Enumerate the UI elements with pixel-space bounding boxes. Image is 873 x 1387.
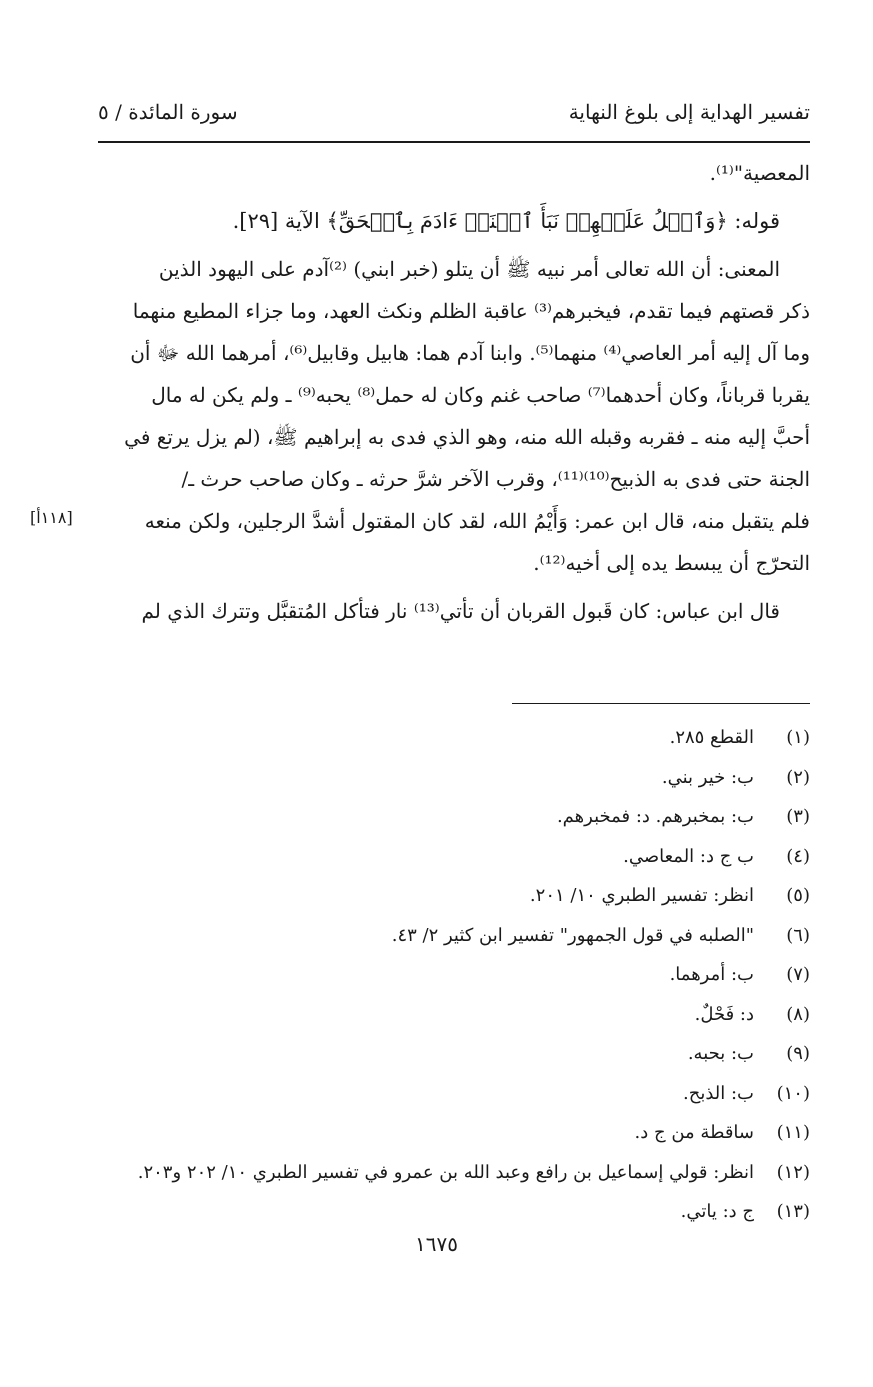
footnote [98,837,810,877]
quran-verse-line: قوله: ﴿وَٱتۡلُ عَلَيۡهِمۡ نَبَأَ ٱبۡنَيۡ ءَادَمَ بِٱلۡحَقِّ﴾ الآية [٢٩]. [232,209,780,233]
footnote-number: (٥) [786,885,810,907]
footnote-text: ب ج د: المعاصي. [623,845,754,867]
footnote-number: (١١) [776,1122,810,1144]
footnote [98,1034,810,1074]
text-line: قال ابن عباس: كان قَبول القربان أن تأتي⁽¹³⁾ نار فتأكل المُتقبَّل وتترك الذي لم [141,599,780,623]
footnote-number: (١٣) [776,1201,810,1223]
footnote [98,718,810,758]
footnote-text: انظر: تفسير الطبري ١٠/ ٢٠١. [529,885,754,907]
page-number: ١٦٧٥ [415,1232,458,1256]
text-line: فلم يتقبل منه، قال ابن عمر: وَأَيْمُ الله، لقد كان المقتول أشدَّ الرجلين، ولكن منعه [144,509,810,533]
footnote-text: ب: خير بني. [661,766,754,788]
footnote [98,955,810,995]
footnote-number: (٤) [786,845,810,867]
book-title: تفسير الهداية إلى بلوغ النهاية [568,100,810,124]
footnote [98,995,810,1035]
footnote [98,1074,810,1114]
footnote-number: (١٠) [776,1082,810,1104]
text-line: الجنة حتى فدى به الذبيح⁽¹⁰⁾⁽¹¹⁾، وقرب الآخر شرَّ حرثه ـ وكان صاحب حرث ـ/ [181,467,810,491]
footnote-number: (٢) [786,766,810,788]
footnote-text: "الصلبه في قول الجمهور" تفسير ابن كثير ٢/ ٤٣. [391,924,754,946]
footnote-text: ساقطة من ج د. [634,1122,754,1144]
running-header [98,92,810,132]
footnote [98,1153,810,1193]
text-line: أحبَّ إليه منه ـ فقربه وقبله الله منه، وهو الذي فدى به إبراهيم ﷺ، (لم يزل يرتع في [124,425,810,449]
footnote-number: (٨) [786,1003,810,1025]
text-line: المعصية"⁽¹⁾. [709,161,810,185]
footnote [98,1113,810,1153]
footnote-text: ب: الذبح. [682,1082,754,1104]
footnote [98,876,810,916]
footnote-text: القطع ٢٨٥. [669,727,754,749]
footnote-text: ب: بحبه. [687,1043,754,1065]
main-text [98,152,810,632]
footnote-number: (٧) [786,964,810,986]
footnote-number: (١) [786,727,810,749]
header-divider [98,141,810,143]
footnote-divider [512,703,810,704]
footnote [98,797,810,837]
surah-label: سورة المائدة / ٥ [98,100,238,124]
footnote-text: ج د: ياتي. [680,1201,754,1223]
footnote-text: د: فَحْلٌ. [694,1003,754,1025]
text-line: ذكر قصتهم فيما تقدم، فيخبرهم⁽³⁾ عاقبة الظلم ونكث العهد، وما جزاء المطيع منهما [132,299,810,323]
manuscript-folio-marker: [١١٨أ] [30,508,73,527]
footnote-number: (٦) [786,924,810,946]
footnote [98,758,810,798]
text-line: التحرّج أن يبسط يده إلى أخيه⁽¹²⁾. [533,551,810,575]
text-line: يقربا قرباناً، وكان أحدهما⁽⁷⁾ صاحب غنم وكان له حمل⁽⁸⁾ يحبه⁽⁹⁾ ـ ولم يكن له مال [151,383,810,407]
footnote-number: (٩) [786,1043,810,1065]
footnote [98,916,810,956]
footnote-text: انظر: قولي إسماعيل بن رافع وعبد الله بن عمرو في تفسير الطبري ١٠/ ٢٠٢ و٢٠٣. [137,1161,754,1183]
footnote [98,1192,810,1232]
footnote-text: ب: بمخبرهم. د: فمخبرهم. [556,806,754,828]
footnote-text: ب: أمرهما. [669,964,754,986]
footnote-number: (١٢) [776,1161,810,1183]
footnotes [98,718,810,1232]
footnote-number: (٣) [786,806,810,828]
text-line: وما آل إليه أمر العاصي⁽⁴⁾ منهما⁽⁵⁾. وابنا آدم هما: هابيل وقابيل⁽⁶⁾، أمرهما الله ﷻ أن [130,341,810,365]
text-line: المعنى: أن الله تعالى أمر نبيه ﷺ أن يتلو (خبر ابني) ⁽²⁾آدم على اليهود الذين [158,257,780,281]
